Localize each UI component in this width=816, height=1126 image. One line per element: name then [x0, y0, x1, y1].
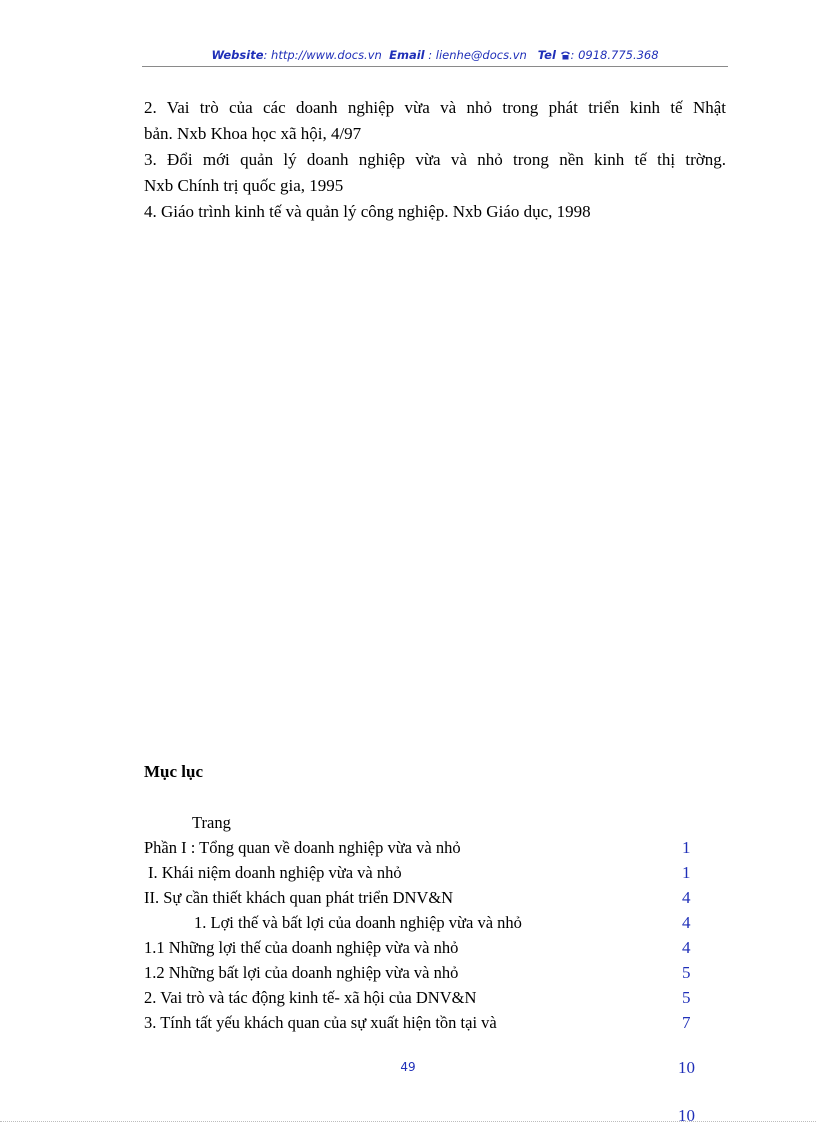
toc-entry-page: 1: [682, 863, 691, 882]
toc-entry-page: 7: [682, 1013, 691, 1032]
email-value: : lienhe@docs.vn: [424, 48, 527, 62]
toc-entry-text: 1.2 Những bất lợi của doanh nghiệp vừa và nhỏ: [144, 963, 459, 982]
toc-entry-text: I. Khái niệm doanh nghiệp vừa và nhỏ: [148, 863, 402, 882]
references-list: [144, 95, 726, 225]
toc-entry-text: II. Sự cần thiết khách quan phát triển DNV&N: [144, 888, 454, 907]
toc-entry-page: 4: [682, 913, 691, 932]
toc-trailing-page: 10: [678, 1106, 695, 1125]
toc-entry-text: 2. Vai trò và tác động kinh tế- xã hội của DNV&N: [144, 988, 477, 1007]
reference-line: bản. Nxb Khoa học xã hội, 4/97: [144, 124, 362, 143]
reference-line: Nxb Chính trị quốc gia, 1995: [144, 176, 344, 195]
tel-label: Tel: [537, 48, 556, 62]
toc-column-label: Trang: [192, 813, 231, 832]
toc-entry[interactable]: [144, 910, 704, 935]
toc-entry[interactable]: [144, 985, 704, 1010]
toc-entry-page: 4: [682, 938, 691, 957]
header-divider: [142, 66, 728, 67]
toc-entry-page: 5: [682, 963, 691, 982]
toc-entry[interactable]: [144, 1010, 704, 1035]
reference-line: 4. Giáo trình kinh tế và quản lý công nghiệp. Nxb Giáo dục, 1998: [144, 202, 591, 221]
tel-value: : 0918.775.368: [570, 48, 659, 62]
email-label: Email: [389, 48, 425, 62]
toc-title: Mục lục: [144, 762, 204, 781]
reference-line: 3. Đổi mới quản lý doanh nghiệp vừa và nhỏ trong nền kinh tế thị trờng.: [144, 150, 726, 169]
toc-entry[interactable]: [144, 935, 704, 960]
page-bottom-border: [0, 1121, 816, 1122]
toc-entry-page: 5: [682, 988, 691, 1007]
toc-entry-text: 3. Tính tất yếu khách quan của sự xuất hiện tồn tại và: [144, 1013, 497, 1032]
toc-entry-text: 1.1 Những lợi thế của doanh nghiệp vừa và nhỏ: [144, 938, 459, 957]
toc-entry[interactable]: [144, 835, 704, 860]
toc-entry-page: 1: [682, 838, 691, 857]
page-header: [142, 48, 728, 66]
table-of-contents: [144, 810, 704, 1035]
toc-entry[interactable]: [144, 885, 704, 910]
toc-trailing-page: 10: [678, 1058, 695, 1077]
page-number: 49: [400, 1060, 416, 1074]
toc-entry-text: Phần I : Tổng quan về doanh nghiệp vừa và nhỏ: [144, 838, 461, 857]
phone-icon: [560, 48, 571, 62]
reference-line: 2. Vai trò của các doanh nghiệp vừa và nhỏ trong phát triển kinh tế Nhật: [144, 98, 726, 117]
toc-entry[interactable]: [144, 960, 704, 985]
website-label: Website: [211, 48, 264, 62]
website-value: : http://www.docs.vn: [263, 48, 382, 62]
toc-entry[interactable]: [144, 860, 704, 885]
toc-entry-page: 4: [682, 888, 691, 907]
toc-entry-text: 1. Lợi thế và bất lợi của doanh nghiệp vừa và nhỏ: [194, 913, 522, 932]
